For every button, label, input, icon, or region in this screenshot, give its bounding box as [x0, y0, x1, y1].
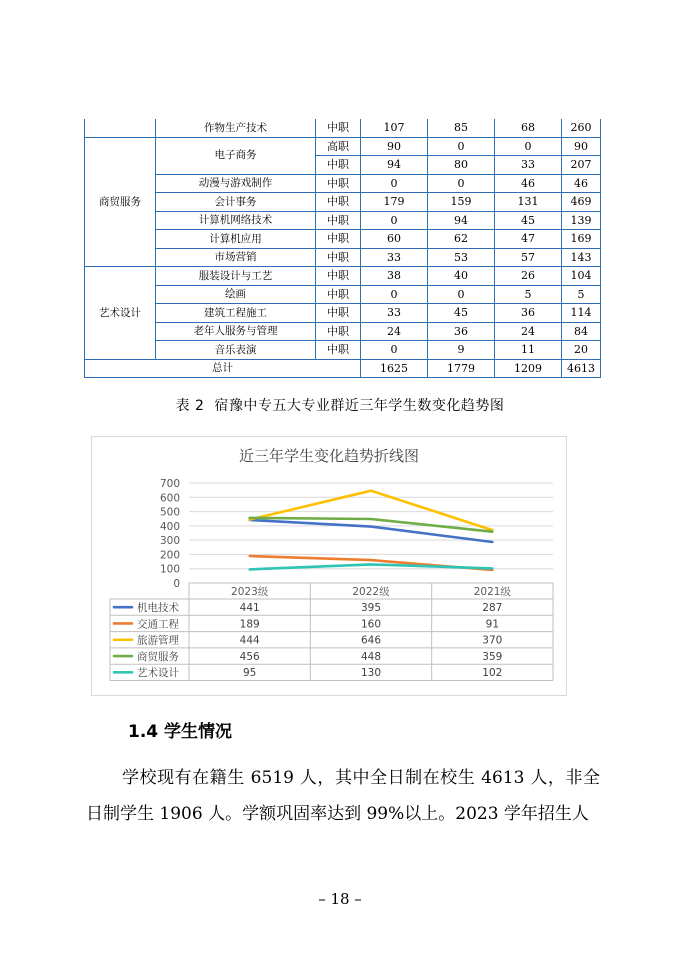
value-cell: 62	[428, 230, 495, 249]
data-value-label: 160	[360, 618, 382, 631]
value-cell: 143	[562, 248, 601, 267]
value-cell: 38	[361, 267, 428, 286]
legend-label: 机电技术	[137, 601, 179, 614]
program-cell: 建筑工程施工	[156, 304, 316, 323]
chart-canvas	[92, 437, 566, 695]
value-cell: 139	[562, 211, 601, 230]
legend-label: 交通工程	[137, 618, 179, 631]
value-cell: 0	[361, 211, 428, 230]
section-heading: 1.4 学生情况	[128, 722, 233, 742]
data-value-label: 448	[360, 650, 382, 663]
level-cell: 中职	[316, 322, 361, 341]
value-cell: 0	[361, 174, 428, 193]
y-tick-label: 500	[159, 506, 180, 519]
value-cell: 24	[361, 322, 428, 341]
table-row	[85, 304, 601, 323]
value-cell: 114	[562, 304, 601, 323]
value-cell: 107	[361, 119, 428, 137]
value-cell: 0	[428, 285, 495, 304]
program-cell: 市场营销	[156, 248, 316, 267]
value-cell: 260	[562, 119, 601, 137]
value-cell: 207	[562, 156, 601, 175]
level-cell: 中职	[316, 285, 361, 304]
value-cell: 46	[562, 174, 601, 193]
y-tick-label: 700	[159, 478, 180, 490]
table-row	[85, 230, 601, 249]
y-tick-label: 300	[159, 535, 180, 548]
program-cell: 绘画	[156, 285, 316, 304]
value-cell: 36	[428, 322, 495, 341]
data-value-label: 646	[360, 634, 382, 647]
legend-label: 艺术设计	[137, 667, 179, 680]
table-row	[85, 137, 601, 156]
table-row	[85, 119, 601, 137]
total-value-cell: 1209	[495, 359, 562, 378]
value-cell: 90	[562, 137, 601, 156]
data-value-label: 95	[242, 667, 257, 680]
value-cell: 20	[562, 341, 601, 360]
level-cell: 中职	[316, 248, 361, 267]
data-value-label: 130	[360, 667, 382, 680]
value-cell: 90	[361, 137, 428, 156]
total-value-cell: 1779	[428, 359, 495, 378]
program-cell: 老年人服务与管理	[156, 322, 316, 341]
data-value-label: 370	[482, 634, 503, 647]
program-cell: 动漫与游戏制作	[156, 174, 316, 193]
value-cell: 53	[428, 248, 495, 267]
value-cell: 33	[495, 156, 562, 175]
table-row	[85, 285, 601, 304]
level-cell: 高职	[316, 137, 361, 156]
line-chart	[91, 436, 567, 696]
total-value-cell: 4613	[562, 359, 601, 378]
value-cell: 0	[495, 137, 562, 156]
section-paragraph: 学校现有在籍生 6519 人，其中全日制在校生 4613 人，非全日制学生 1906 人。学额巩固率达到 99%以上。2023 学年招生人	[86, 768, 600, 824]
value-cell: 0	[361, 341, 428, 360]
value-cell: 26	[495, 267, 562, 286]
group-cell: 商贸服务	[85, 137, 156, 267]
x-category-label: 2023级	[231, 586, 269, 598]
value-cell: 46	[495, 174, 562, 193]
total-label-cell: 总计	[85, 359, 361, 378]
group-cell-continued	[85, 119, 156, 137]
x-category-label: 2021级	[473, 586, 511, 598]
data-value-label: 189	[239, 618, 260, 631]
value-cell: 5	[495, 285, 562, 304]
table-row	[85, 267, 601, 286]
legend-label: 旅游管理	[137, 634, 179, 647]
value-cell: 5	[562, 285, 601, 304]
program-cell: 计算机网络技术	[156, 211, 316, 230]
level-cell: 中职	[316, 230, 361, 249]
level-cell: 中职	[316, 304, 361, 323]
value-cell: 11	[495, 341, 562, 360]
value-cell: 159	[428, 193, 495, 212]
x-category-label: 2022级	[352, 586, 390, 598]
table-row	[85, 322, 601, 341]
level-cell: 中职	[316, 267, 361, 286]
data-value-label: 102	[482, 667, 503, 680]
caption-text: 宿豫中专五大专业群近三年学生数变化趋势图	[214, 398, 505, 414]
value-cell: 0	[428, 174, 495, 193]
table-row	[85, 359, 601, 378]
y-tick-label: 200	[159, 549, 180, 562]
series-line	[250, 518, 493, 532]
value-cell: 45	[495, 211, 562, 230]
legend-label: 商贸服务	[137, 650, 179, 663]
data-value-label: 287	[482, 601, 503, 614]
program-cell: 服装设计与工艺	[156, 267, 316, 286]
table-row	[85, 248, 601, 267]
data-value-label: 456	[239, 650, 260, 663]
page-number: – 18 –	[318, 890, 362, 908]
level-cell: 中职	[316, 156, 361, 175]
value-cell: 179	[361, 193, 428, 212]
y-tick-label: 400	[159, 520, 180, 533]
value-cell: 94	[361, 156, 428, 175]
program-cell: 音乐表演	[156, 341, 316, 360]
value-cell: 0	[428, 137, 495, 156]
value-cell: 104	[562, 267, 601, 286]
y-tick-label: 0	[173, 578, 180, 590]
series-line	[250, 491, 493, 530]
table-row	[85, 174, 601, 193]
value-cell: 60	[361, 230, 428, 249]
level-cell: 中职	[316, 119, 361, 137]
value-cell: 33	[361, 248, 428, 267]
value-cell: 0	[361, 285, 428, 304]
value-cell: 33	[361, 304, 428, 323]
value-cell: 169	[562, 230, 601, 249]
table-row	[85, 193, 601, 212]
y-tick-label: 600	[159, 492, 180, 505]
value-cell: 94	[428, 211, 495, 230]
data-value-label: 444	[239, 634, 260, 647]
group-cell: 艺术设计	[85, 267, 156, 360]
program-cell: 电子商务	[156, 137, 316, 174]
level-cell: 中职	[316, 174, 361, 193]
data-value-label: 359	[482, 650, 503, 663]
program-cell: 计算机应用	[156, 230, 316, 249]
value-cell: 40	[428, 267, 495, 286]
program-cell: 作物生产技术	[156, 119, 316, 137]
value-cell: 57	[495, 248, 562, 267]
value-cell: 68	[495, 119, 562, 137]
value-cell: 24	[495, 322, 562, 341]
y-tick-label: 100	[159, 563, 180, 576]
program-cell: 会计事务	[156, 193, 316, 212]
total-value-cell: 1625	[361, 359, 428, 378]
data-value-label: 441	[239, 601, 260, 614]
table-row	[85, 211, 601, 230]
value-cell: 131	[495, 193, 562, 212]
level-cell: 中职	[316, 193, 361, 212]
value-cell: 469	[562, 193, 601, 212]
series-line	[250, 520, 493, 542]
value-cell: 36	[495, 304, 562, 323]
level-cell: 中职	[316, 341, 361, 360]
value-cell: 84	[562, 322, 601, 341]
table-caption	[0, 395, 680, 415]
value-cell: 47	[495, 230, 562, 249]
data-value-label: 91	[485, 618, 500, 631]
value-cell: 85	[428, 119, 495, 137]
enrollment-table	[84, 119, 601, 378]
value-cell: 45	[428, 304, 495, 323]
level-cell: 中职	[316, 211, 361, 230]
chart-title: 近三年学生变化趋势折线图	[238, 447, 420, 465]
value-cell: 80	[428, 156, 495, 175]
table-row	[85, 341, 601, 360]
value-cell: 9	[428, 341, 495, 360]
caption-number: 表 2	[175, 398, 205, 414]
data-value-label: 395	[360, 601, 382, 614]
